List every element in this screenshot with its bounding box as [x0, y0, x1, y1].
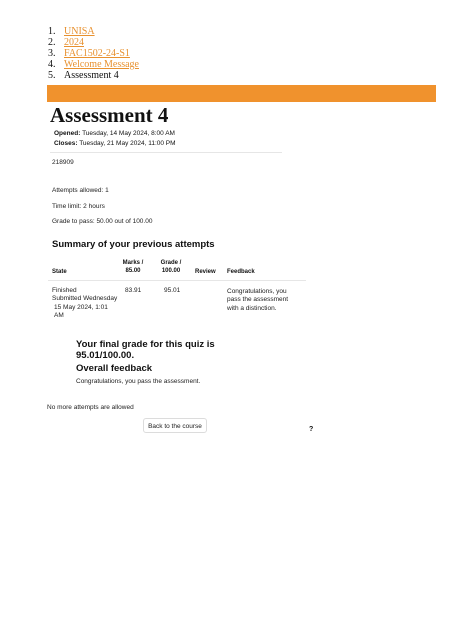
- col-marks: Marks / 85.00: [122, 260, 144, 274]
- header-accent-bar: [47, 85, 436, 102]
- breadcrumb-item-unisa[interactable]: 1. UNISA: [48, 26, 95, 37]
- table-header-divider: [48, 280, 306, 281]
- grade-to-pass: Grade to pass: 50.00 out of 100.00: [52, 218, 153, 225]
- divider: [50, 152, 282, 153]
- breadcrumb-item-year[interactable]: 2. 2024: [48, 37, 84, 48]
- overall-feedback-heading: Overall feedback: [76, 363, 153, 374]
- attempts-allowed: Attempts allowed: 1: [52, 187, 109, 194]
- page-title: Assessment 4: [50, 103, 169, 127]
- breadcrumb-item-welcome[interactable]: 4. Welcome Message: [48, 59, 139, 70]
- help-icon[interactable]: ?: [309, 426, 314, 433]
- col-grade: Grade / 100.00: [160, 260, 182, 274]
- col-state: State: [52, 269, 67, 275]
- quiz-dates: [54, 129, 176, 149]
- breadcrumb-link-year[interactable]: 2024: [64, 37, 84, 48]
- final-grade: Your final grade for this quiz is 95.01/100.00.: [76, 339, 215, 361]
- opened-date: Opened: Tuesday, 14 May 2024, 8:00 AM: [54, 130, 175, 137]
- attempt-feedback: Congratulations, you pass the assessment with a distinction.: [227, 288, 289, 312]
- quiz-code: 218909: [52, 159, 74, 166]
- attempt-marks: 83.91: [125, 287, 142, 294]
- attempt-grade: 95.01: [164, 287, 181, 294]
- summary-heading: Summary of your previous attempts: [52, 239, 215, 250]
- col-review: Review: [195, 269, 216, 275]
- breadcrumb-item-current: 5. Assessment 4: [48, 70, 119, 81]
- breadcrumb-link-welcome[interactable]: Welcome Message: [64, 59, 139, 70]
- no-more-attempts: No more attempts are allowed: [47, 404, 134, 411]
- breadcrumb: [48, 26, 139, 81]
- breadcrumb-item-course[interactable]: 3. FAC1502-24-S1: [48, 48, 130, 59]
- overall-feedback-text: Congratulations, you pass the assessment.: [76, 378, 201, 385]
- breadcrumb-current: Assessment 4: [64, 70, 119, 81]
- breadcrumb-link-unisa[interactable]: UNISA: [64, 26, 95, 37]
- col-feedback: Feedback: [227, 269, 255, 275]
- back-to-course-button[interactable]: Back to the course: [143, 418, 207, 433]
- closes-date: Closes: Tuesday, 21 May 2024, 11:00 PM: [54, 140, 176, 147]
- attempt-state: Finished Submitted Wednesday 15 May 2024, 1:01 AM: [52, 287, 118, 319]
- breadcrumb-link-course[interactable]: FAC1502-24-S1: [64, 48, 130, 59]
- time-limit: Time limit: 2 hours: [52, 203, 105, 210]
